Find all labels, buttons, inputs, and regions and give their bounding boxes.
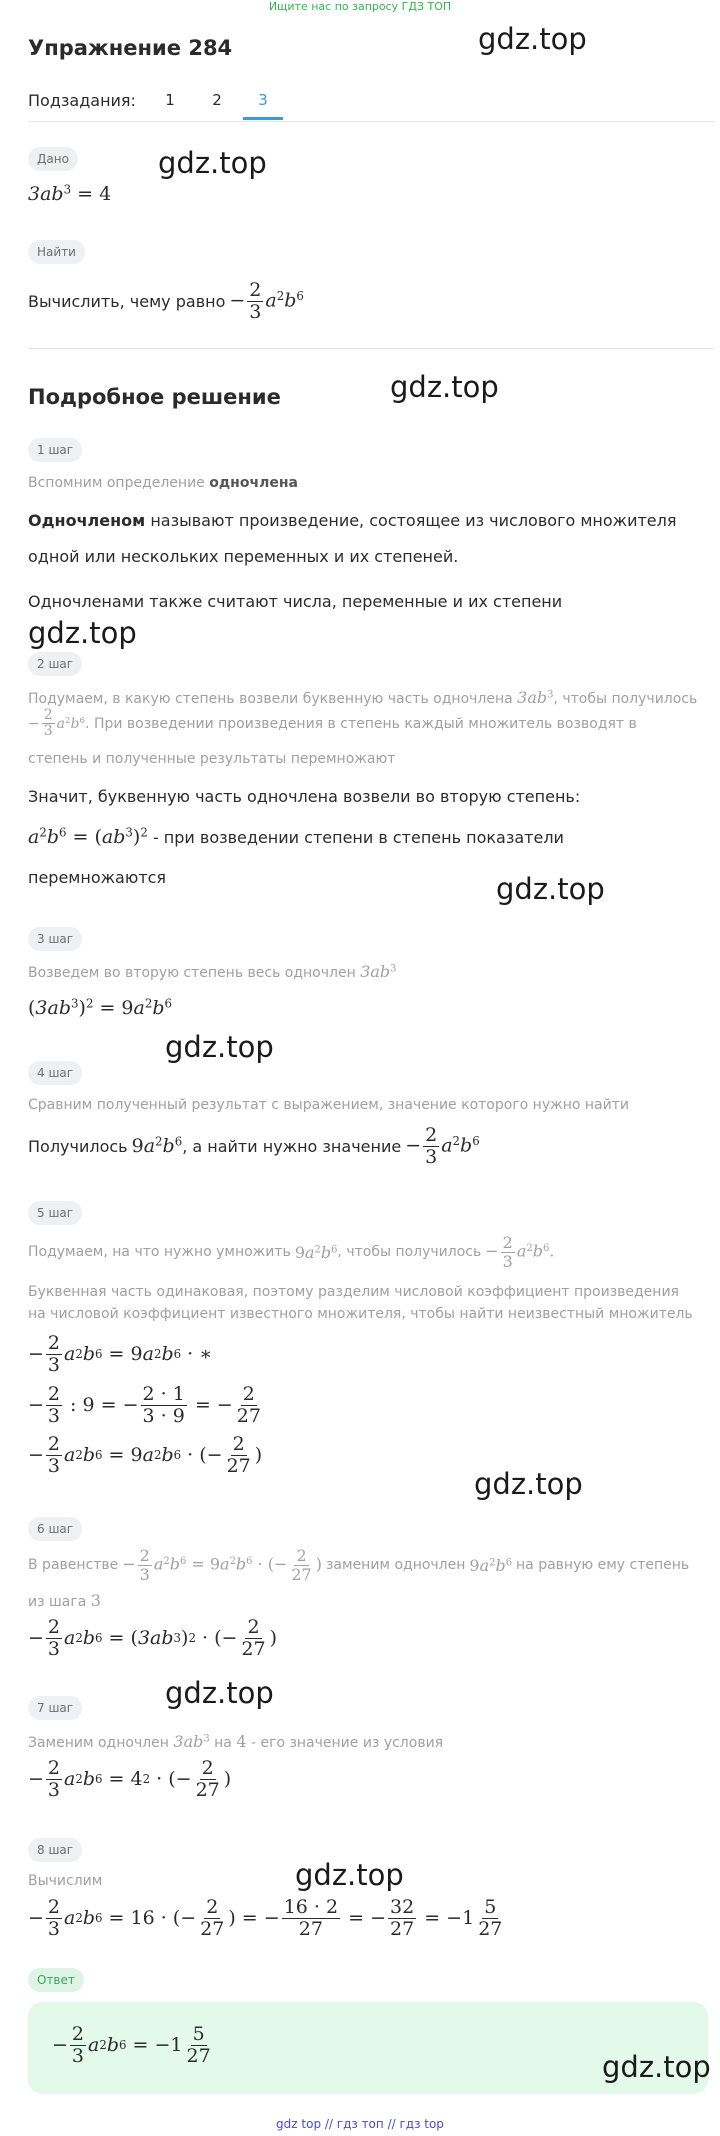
step-2-rule: $a^2b^6 = (ab^3)^2$ - при возведении степени в степень показатели	[28, 825, 564, 848]
subtasks-label: Подзадания:	[28, 91, 136, 110]
given-pill: Дано	[28, 147, 78, 171]
watermark: gdz.top	[158, 146, 267, 180]
step-3-equation: $(3ab^3)^2 = 9a^2b^6$	[28, 996, 173, 1019]
step-2-question-line3: степень и полученные результаты перемножают	[28, 751, 396, 767]
step-6-text-line2: из шага 3	[28, 1591, 101, 1610]
step-5-equation-2: − $\frac{2}{3}$ : 9 = − $\frac{2 \cdot 1}{3 \cdot 9}$ = − $\frac{2}{27}$	[28, 1383, 261, 1427]
watermark: gdz.top	[28, 616, 137, 650]
step-2-rule-line2: перемножаются	[28, 868, 167, 887]
watermark: gdz.top	[478, 22, 587, 56]
step-6-pill: 6 шаг	[28, 1517, 82, 1541]
step-2-question: Подумаем, в какую степень возвели буквенную часть одночлена $3ab^3$, чтобы получилось	[28, 688, 698, 707]
step-7-text: Заменим одночлен $3ab^3$ на 4 - его значение из условия	[28, 1732, 444, 1751]
divider	[28, 348, 714, 349]
step-7-equation: − $\frac{2}{3}$ a 2 b 6 = 4 2 · (− $\frac{2}{27}$ )	[28, 1757, 232, 1801]
watermark: gdz.top	[295, 1858, 404, 1892]
step-7-pill: 7 шаг	[28, 1696, 82, 1720]
footer-links[interactable]: gdz top // гдз топ // гдз top	[276, 2117, 444, 2131]
given-expression: $3ab^3 = 4$	[28, 182, 112, 205]
page-title: Упражнение 284	[28, 36, 233, 60]
step-3-pill: 3 шаг	[28, 927, 82, 951]
tab-subtask-3[interactable]: 3	[258, 91, 268, 109]
step-5-question: Подумаем, на что нужно умножить $9a^2b^6$ , чтобы получилось − $\frac{2}{3}$ $a^2b^6$.	[28, 1233, 555, 1271]
step-2-question-line2: − $\frac{2}{3}$ $a^2b^6$ . При возведении произведения в степень каждый множитель возводят в	[28, 707, 637, 740]
step-2-pill: 2 шаг	[28, 652, 82, 676]
step-1-lead: Вспомним определение одночлена	[28, 475, 298, 491]
answer-equation: − $\frac{2}{3}$ a 2 b 6 = −1 $\frac{5}{27}$	[52, 2023, 211, 2067]
step-5-explanation-line2: на числовой коэффициент известного множителя, чтобы найти неизвестный множитель	[28, 1306, 693, 1322]
watermark: gdz.top	[165, 1676, 274, 1710]
answer-pill: Ответ	[28, 1968, 84, 1992]
step-4-comparison: Получилось $9a^2b^6$ , а найти нужно значение − $\frac{2}{3}$ $a^2b^6$	[28, 1124, 480, 1168]
watermark: gdz.top	[165, 1030, 274, 1064]
step-8-equation: − $\frac{2}{3}$ a 2 b 6 = 16 · (− $\frac{2}{27}$ ) = − $\frac{16 \cdot 2}{27}$ = − $\frac{32}{27}$ = −1 $\frac{5}{27}$	[28, 1896, 503, 1940]
step-3-text: Возведем во вторую степень весь одночлен $3ab^3$	[28, 962, 397, 981]
step-5-equation-1: − $\frac{2}{3}$ a 2 b 6 = 9 a 2 b 6 · ∗	[28, 1332, 213, 1376]
step-5-pill: 5 шаг	[28, 1201, 82, 1225]
step-4-pill: 4 шаг	[28, 1061, 82, 1085]
watermark: gdz.top	[474, 1467, 583, 1501]
watermark: gdz.top	[602, 2050, 711, 2084]
tab-subtask-1[interactable]: 1	[165, 91, 175, 109]
find-pill: Найти	[28, 240, 85, 264]
step-6-equation: − $\frac{2}{3}$ a 2 b 6 = ( 3ab 3 ) 2 · (− $\frac{2}{27}$ )	[28, 1616, 278, 1660]
step-1-pill: 1 шаг	[28, 438, 82, 462]
step-1-definition-line2: одной или нескольких переменных и их степеней.	[28, 547, 459, 566]
watermark: gdz.top	[390, 370, 499, 404]
find-text: Вычислить, чему равно − $\frac{2}{3}$ $a^2b^6$	[28, 279, 304, 323]
step-1-also: Одночленами также считают числа, переменные и их степени	[28, 592, 563, 611]
solution-title: Подробное решение	[28, 385, 281, 409]
active-tab-indicator	[243, 117, 283, 120]
tab-subtask-2[interactable]: 2	[212, 91, 222, 109]
step-8-pill: 8 шаг	[28, 1838, 82, 1862]
step-8-text: Вычислим	[28, 1873, 103, 1889]
step-1-definition: Одночленом называют произведение, состоящее из числового множителя	[28, 511, 677, 530]
divider	[28, 121, 714, 122]
step-6-text: В равенстве − $\frac{2}{3}$ $a^2b^6 = 9a^2b^6$ · (− $\frac{2}{27}$ ) заменим одночлен $9a^2b^6$ на равную ему степень	[28, 1546, 690, 1584]
step-5-explanation: Буквенная часть одинаковая, поэтому разделим числовой коэффициент произведения	[28, 1284, 679, 1300]
watermark: gdz.top	[496, 872, 605, 906]
step-4-text: Сравним полученный результат с выражением, значение которого нужно найти	[28, 1097, 629, 1113]
step-2-conclusion: Значит, буквенную часть одночлена возвели во вторую степень:	[28, 787, 581, 806]
search-hint-link[interactable]: Ищите нас по запросу ГДЗ ТОП	[268, 0, 452, 13]
step-5-equation-3: − $\frac{2}{3}$ a 2 b 6 = 9 a 2 b 6 · (− $\frac{2}{27}$ )	[28, 1433, 263, 1477]
